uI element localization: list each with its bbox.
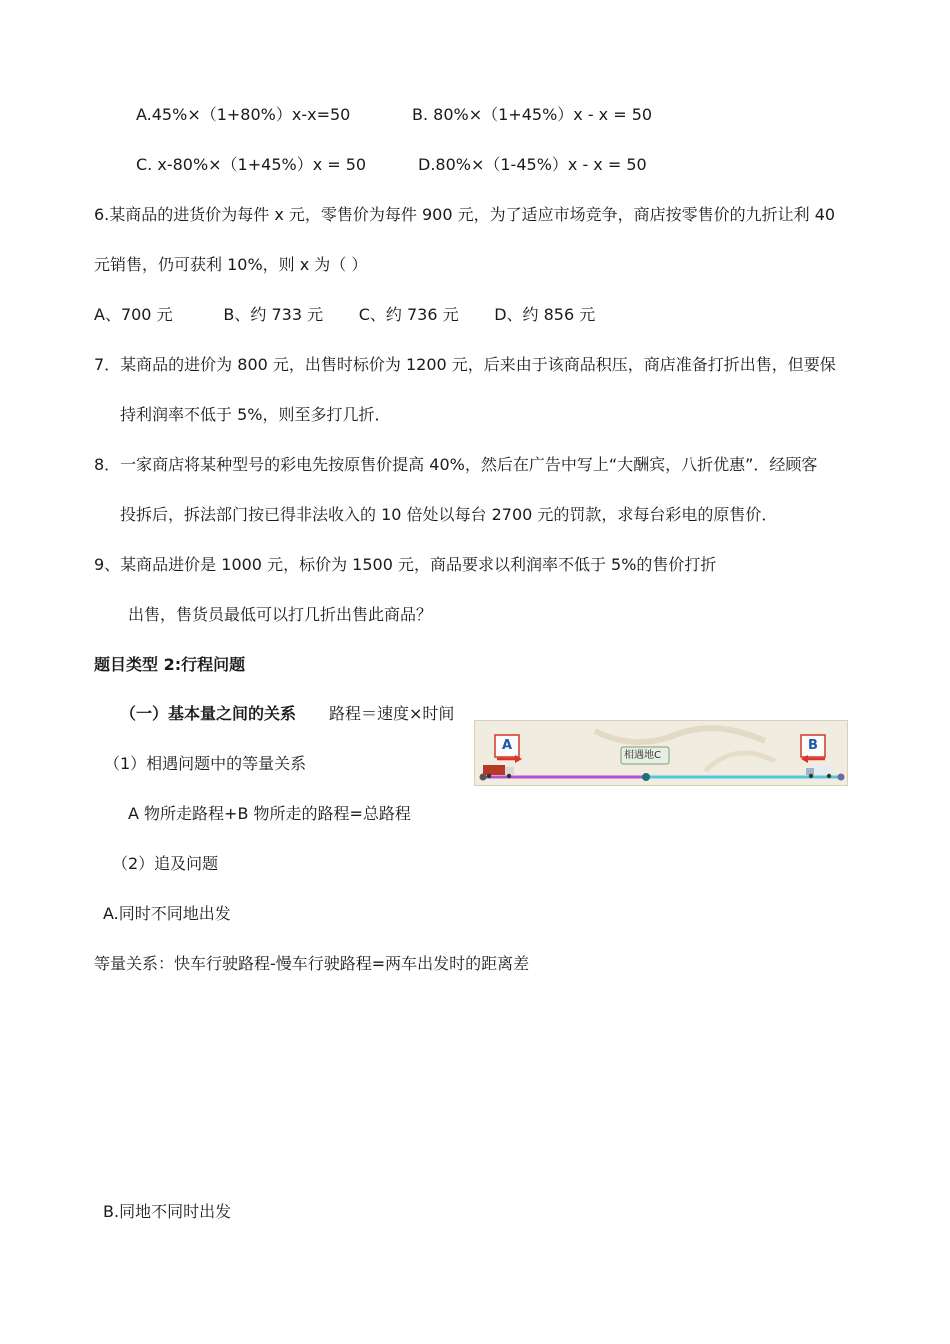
question-8-line-1: 8．一家商店将某种型号的彩电先按原售价提高 40%，然后在广告中写上“大酬宾，八折优惠”．经顾客 (94, 455, 818, 474)
question-7-line-1: 7．某商品的进价为 800 元，出售时标价为 1200 元，后来由于该商品积压，商店准备打折出售，但要保 (94, 355, 836, 374)
meeting-label: 相遇地C (624, 750, 661, 761)
q5-option-c: C. x-80%×（1+45%）x = 50 (136, 155, 367, 174)
q5-option-d: D.80%×（1-45%）x - x = 50 (418, 155, 647, 174)
meeting-point (642, 773, 650, 781)
label-a: A (501, 738, 513, 753)
question-7-line-2: 持利润率不低于 5%，则至多打几折． (120, 405, 391, 424)
meeting-diagram (474, 720, 848, 786)
chase-case-a-relation: 等量关系：快车行驶路程-慢车行驶路程=两车出发时的距离差 (94, 954, 530, 973)
meeting-diagram-graphic (475, 721, 848, 786)
distance-formula: 路程＝速度×时间 (329, 704, 455, 723)
subsection-1-heading: （一）基本量之间的关系 (120, 704, 297, 723)
meeting-problem-heading: （1）相遇问题中的等量关系 (104, 754, 307, 773)
q5-option-b: B. 80%×（1+45%）x - x = 50 (412, 105, 653, 124)
meeting-relation: A 物所走路程+B 物所走的路程=总路程 (128, 804, 411, 823)
question-6-options: A、700 元 B、约 733 元 C、约 736 元 D、约 856 元 (94, 305, 596, 324)
question-8-line-2: 投拆后，拆法部门按已得非法收入的 10 倍处以每台 2700 元的罚款，求每台彩电的原售价． (120, 505, 778, 524)
question-6-line-1: 6.某商品的进货价为每件 x 元，零售价为每件 900 元，为了适应市场竞争，商店按零售价的九折让利 40 (94, 205, 836, 224)
chase-case-b: B.同地不同时出发 (103, 1202, 232, 1221)
type-2-heading: 题目类型 2:行程问题 (94, 655, 246, 674)
question-6-line-2: 元销售，仍可获利 10%，则 x 为（ ） (94, 255, 368, 274)
question-9-line-1: 9、某商品进价是 1000 元，标价为 1500 元，商品要求以利润率不低于 5%的售价打折 (94, 555, 717, 574)
chase-case-a: A.同时不同地出发 (103, 904, 231, 923)
chase-problem-heading: （2）追及问题 (112, 854, 219, 873)
q5-option-a: A.45%×（1+80%）x-x=50 (136, 105, 351, 124)
background-swirl (595, 728, 765, 742)
question-9-line-2: 出售，售货员最低可以打几折出售此商品？ (128, 605, 433, 624)
background-swirl-2 (705, 753, 775, 771)
start-point-b (838, 774, 845, 781)
label-b: B (808, 738, 818, 753)
